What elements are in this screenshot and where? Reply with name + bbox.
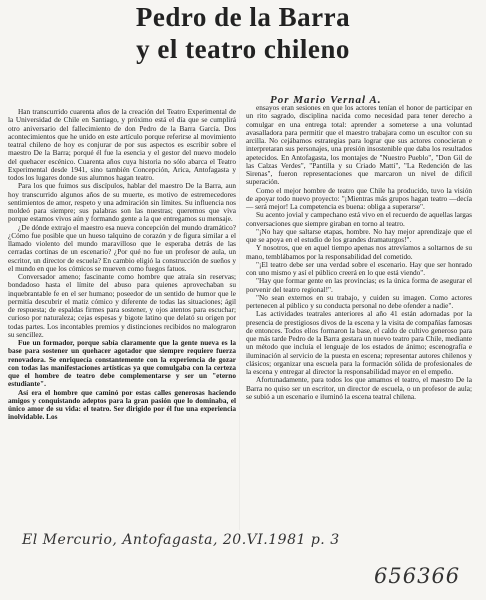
left-paragraph-3: ¿De dónde extrajo el maestro esa nueva concepción del mundo dramático? ¿Cómo fue posible que un hueso talquino de corazón y de figura similar a el llamado violento del mundo maravilloso que le esperaba detrás de las cerradas cortinas de un escenario? ¿Por qué no fue un profesor de aula, un escritor, un director de escuela? En cambio eligió la construcción de sueños y el mundo en que los cómicos se mueven como fuegos fatuos.: [8, 222, 237, 273]
handwritten-catalog-number: 656366: [374, 564, 461, 588]
left-paragraph-6: Así era el hombre que caminó por estas calles generosas haciendo amigos y conquistando adeptos para la gran pasión que lo dominaba, el único amor de su vida: el teatro. Ser dirigido por él fue una experiencia inolvidable. Los: [8, 387, 236, 422]
right-paragraph-4: "¡No hay que saltarse etapas, hombre. No hay mejor aprendizaje que el que se apoya en el estudio de los grandes dramaturgos!".: [246, 226, 472, 244]
column-gutter: [239, 110, 240, 530]
left-paragraph-2: Para los que fuimos sus discípulos, hablar del maestro De la Barra, aun hoy transcurrido algunos años de su muerte, es motivo de estremecedores sentimientos de amor, respeto y una admiración sin límites. Su influencia nos moldeó para siempre; sus palabras son las nuestras; queremos que viva porque estamos vivos aún y formando gente a la que entregamos su mensaje.: [8, 181, 236, 224]
right-paragraph-6: "¡El teatro debe ser una verdad sobre el escenario. Hay que ser honrado con uno mismo y así el público creerá en lo que está viendo".: [246, 259, 472, 277]
right-paragraph-3: Su acento jovial y campechano está vivo en el recuerdo de aquellas largas conversaciones que siempre giraban en torno al teatro.: [246, 210, 472, 228]
right-paragraph-5: Y nosotros, que en aquel tiempo apenas nos atrevíamos a soltarnos de su mano, temblábamos por la responsabilidad del cometido.: [246, 243, 472, 261]
right-paragraph-9: Las actividades teatrales anteriores al año 41 están adornadas por la presencia de prestigiosos divos de la escena y la visita de compañías famosas de entonces. Todos ellos formaron la base, el caldo de cultivo generoso para que más tarde Pedro de la Barra gestara un nuevo teatro para Chile, mediante un método que incluía el lenguaje de los estados de ánimo; escenografía e iluminación al servicio de la puesta en escena; representar autores chilenos y clásicos; organizar una escuela para la formación sólida de profesionales de la escena y entregar al director la responsabilidad mayor en el empeño.: [246, 309, 472, 376]
left-paragraph-5: Fue un formador, porque sabía claramente que la gente nueva es la base para sostener un quehacer agotador que siempre requiere fuerza renovadora. Se enriquecía constantemente con la experiencia de gozar con todas las manifestaciones artísticas ya que comulgaba con la certeza que el hombre de teatro debe complementarse y ser un "eterno estudiante".: [8, 338, 236, 389]
article-title-line-2: y el teatro chileno: [136, 34, 350, 64]
right-paragraph-2: Como el mejor hombre de teatro que Chile ha producido, tuvo la visión de apoyar todo nuevo proyecto: "¡Mientras más grupos hagan teatro —decía— será mejor! La competencia es buena: obliga a superarse".: [246, 185, 472, 211]
handwritten-source-note: El Mercurio, Antofagasta, 20.VI.1981 p. 3: [22, 532, 340, 548]
right-paragraph-7: "Hay que formar gente en las provincias; es la única forma de asegurar el porvenir del teatro regional!".: [246, 276, 472, 294]
left-paragraph-4: Conversador ameno; fascinante como hombre que atraía sin reservas; bondadoso hasta el límite del abuso para quienes aprovechaban su inquebrantable fe en el ser humano; poseedor de un sentido de humor que le permitía descubrir el matiz cómico y diferente de todas las situaciones; ágil de respuesta; de espaldas firmes para sostener, y ojos atentos para escuchar; curioso por naturaleza; cejas espesas y bigote latino que delató su origen por todas partes. Los incontables premios y distinciones recibidos no malograron su sencillez.: [8, 272, 236, 339]
article-title-line-1: Pedro de la Barra: [135, 2, 351, 32]
article-byline: Por Mario Vernal A.: [270, 94, 382, 106]
right-paragraph-10: Afortunadamente, para todos los que amamos el teatro, el maestro De la Barra no quiso ser un escritor, un director de escuela, o un profesor de aula; se subió a un escenario e iluminó la escena teatral chilena.: [246, 375, 472, 401]
left-paragraph-1: Han transcurrido cuarenta años de la creación del Teatro Experimental de la Universidad de Chile en Santiago, y próximo está el día que se cumplirá otro aniversario del fallecimiento de don Pedro de la Barra García. Dos acontecimientos que he unido en este artículo porque referirse al movimiento teatral chileno de hoy es conjurar de por sus aspectos es escribir sobre el maestro De la Barra; porqué él fue la esencia y el gestor del nuevo modelo del quehacer escénico. Cuarenta años cuya historia no sólo abarca el Teatro Experimental desde 1941, sino también Concepción, Arica, Antofagasta y todos los lugares donde sus alumnos hagan teatro.: [8, 107, 236, 182]
right-paragraph-8: "No sean externos en su trabajo, y cuiden su imagen. Como actores pertenecen al público y su conducta personal no debe ofender a nadie".: [246, 292, 472, 310]
article-right-column: [246, 104, 472, 401]
right-paragraph-1: ensayos eran sesiones en que los actores tenían el honor de participar en un rito sagrado, disciplina nacida como necesidad para tener derecho a comulgar en una entrega total: aprender a someterse a una voluntad avasalladora para permitir que el maestro trabajara como un escultor con su arcilla. No cejábamos estrategias para lograr que sus actores conocieran e interpretaran sus personajes, una presión insostenible que daba los resultados apetecidos. En Antofagasta, los montajes de "Nuestro Pueblo", "Don Gil de las Calzas Verdes", "Pantilla y su Criado Matti", "La Redención de las Sirenas", fueron representaciones que marcaron un nivel de difícil superación.: [246, 103, 472, 187]
article-left-column: [8, 108, 236, 422]
